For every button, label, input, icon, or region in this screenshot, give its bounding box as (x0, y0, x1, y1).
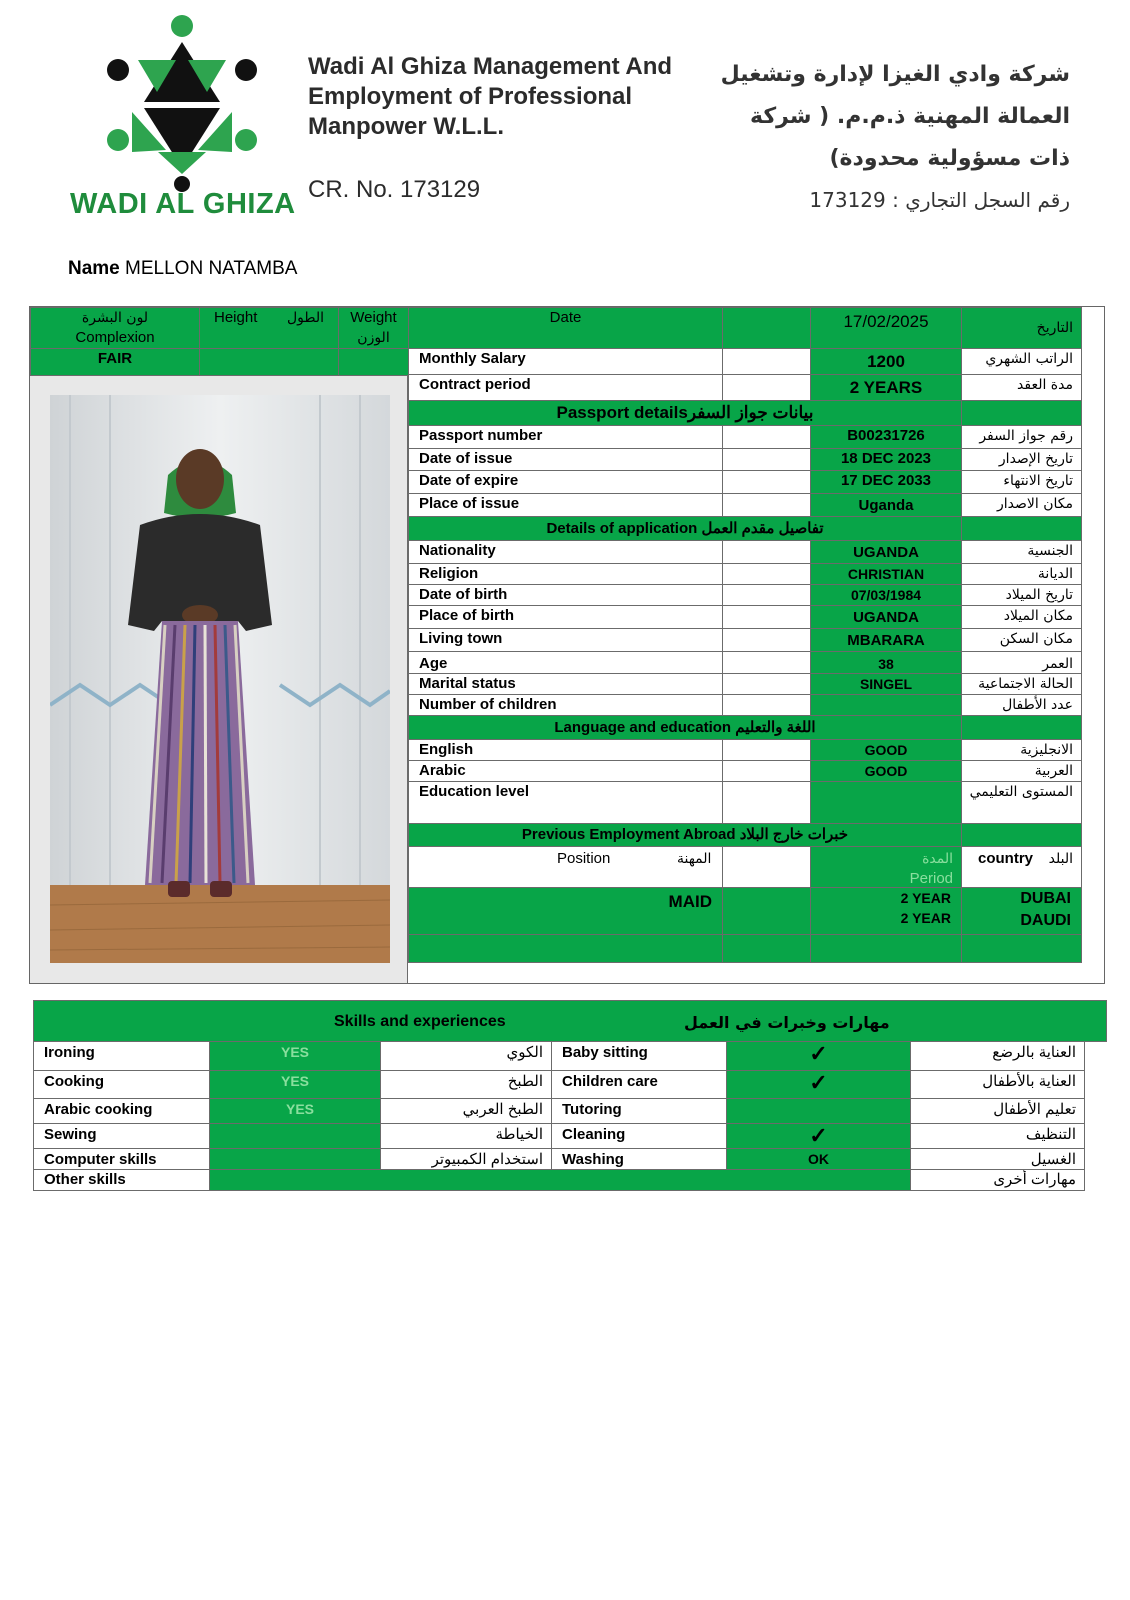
pob-label: Place of birth (408, 605, 723, 629)
expire-date-label-ar: تاريخ الانتهاء (961, 470, 1082, 494)
application-section-title: Details of application تفاصيل مقدم العمل (408, 516, 962, 541)
arabic-spacer (722, 760, 811, 782)
letterhead (50, 8, 1090, 248)
period-label-ar: المدة (922, 851, 953, 867)
children-label: Number of children (408, 694, 723, 716)
children-spacer (722, 694, 811, 716)
position-value-spacer (722, 887, 811, 935)
application-title-spacer (961, 516, 1082, 541)
expire-date-spacer (722, 470, 811, 494)
skill-label-left-ar: استخدام الكمبيوتر (380, 1148, 552, 1170)
children-value (810, 694, 962, 716)
dob-label-ar: تاريخ الميلاد (961, 584, 1082, 606)
skill-label-left-ar: الطبخ (380, 1070, 552, 1099)
age-spacer (722, 651, 811, 674)
living-town-value: MBARARA (810, 628, 962, 652)
other-skills-label-ar: مهارات أخرى (910, 1169, 1085, 1191)
company-name-ar: شركة وادي الغيزا لإدارة وتشغيل العمالة المهنية ذ.م.م. ( شركة ذات مسؤولية محدودة) (720, 62, 1070, 171)
passport-number-spacer (722, 425, 811, 449)
issue-date-label: Date of issue (408, 448, 723, 471)
complexion-value: FAIR (30, 348, 200, 376)
contract-label-ar: مدة العقد (961, 374, 1082, 401)
skill-value-right: ✓ (726, 1070, 911, 1099)
skill-label-right: Children care (551, 1070, 727, 1099)
issue-date-label-ar: تاريخ الإصدار (961, 448, 1082, 471)
nationality-spacer (722, 540, 811, 564)
skill-value-left: YES (209, 1098, 381, 1124)
skill-label-left: Ironing (33, 1041, 210, 1071)
skills-table (33, 1000, 1107, 1200)
arabic-label-ar: العربية (961, 760, 1082, 782)
marital-status-spacer (722, 673, 811, 695)
height-value (199, 348, 339, 376)
skill-value-right (726, 1098, 911, 1124)
english-spacer (722, 739, 811, 761)
religion-label: Religion (408, 563, 723, 585)
logo-wordmark: WADI AL GHIZA (70, 188, 296, 220)
skill-value-right: ✓ (726, 1041, 911, 1071)
skill-value-left (209, 1148, 381, 1170)
skill-label-right-ar: العناية بالأطفال (910, 1070, 1085, 1099)
other-skills-label: Other skills (33, 1169, 210, 1191)
nationality-value: UGANDA (810, 540, 962, 564)
skills-title-en: Skills and experiences (334, 1013, 506, 1030)
skill-label-left: Computer skills (33, 1148, 210, 1170)
weight-label-ar: الوزن (357, 330, 390, 346)
skill-label-left: Arabic cooking (33, 1098, 210, 1124)
position-value-cell (408, 887, 723, 935)
name-label: Name (68, 258, 120, 279)
applicant-name-line (68, 258, 297, 280)
date-spacer-cell (722, 307, 811, 349)
skill-label-right-ar: التنظيف (910, 1123, 1085, 1149)
date-label-cell: Date (408, 307, 723, 349)
contract-spacer (722, 374, 811, 401)
age-value: 38 (810, 651, 962, 674)
employment-empty-cell-3 (810, 934, 962, 963)
dob-label: Date of birth (408, 584, 723, 606)
dob-spacer (722, 584, 811, 606)
pob-label-ar: مكان الميلاد (961, 605, 1082, 629)
applicant-name: MELLON NATAMBA (125, 258, 298, 279)
position-label-ar: المهنة (677, 851, 712, 867)
expire-date-label: Date of expire (408, 470, 723, 494)
religion-label-ar: الديانة (961, 563, 1082, 585)
skill-value-left: YES (209, 1070, 381, 1099)
period-header (810, 846, 962, 888)
skill-label-right: Baby sitting (551, 1041, 727, 1071)
pob-value: UGANDA (810, 605, 962, 629)
place-of-issue-spacer (722, 493, 811, 517)
country-value-1: DUBAI (1020, 890, 1071, 907)
period-label-en: Period (909, 870, 953, 887)
english-label: English (408, 739, 723, 761)
date-value: 17/02/2025 (810, 307, 962, 349)
skill-value-right: OK (726, 1148, 911, 1170)
passport-number-label: Passport number (408, 425, 723, 449)
english-value: GOOD (810, 739, 962, 761)
country-values-cell (961, 887, 1082, 935)
dob-value: 07/03/1984 (810, 584, 962, 606)
age-label-ar: العمر (961, 651, 1082, 674)
period-header-spacer (722, 846, 811, 888)
cv-table (29, 306, 1105, 984)
other-skills-value (209, 1169, 911, 1191)
skill-label-right-ar: العناية بالرضع (910, 1041, 1085, 1071)
salary-value: 1200 (810, 348, 962, 375)
employment-title-spacer (961, 823, 1082, 847)
applicant-photo (50, 395, 390, 963)
skill-label-left: Cooking (33, 1070, 210, 1099)
skill-label-right: Cleaning (551, 1123, 727, 1149)
employment-empty-cell-2 (722, 934, 811, 963)
weight-value (338, 348, 409, 376)
skill-value-left (209, 1123, 381, 1149)
country-label-en: country (978, 850, 1034, 867)
age-label: Age (408, 651, 723, 674)
position-value: MAID (668, 892, 712, 911)
passport-number-value: B00231726 (810, 425, 962, 449)
country-label-ar: البلد (1048, 851, 1073, 867)
skill-label-right-ar: الغسيل (910, 1148, 1085, 1170)
company-name-en: Wadi Al Ghiza Management And Employment of Professional Manpower W.L.L. (308, 53, 673, 140)
period-value-2: 2 YEAR (900, 910, 951, 926)
marital-status-label: Marital status (408, 673, 723, 695)
period-value-1: 2 YEAR (900, 890, 951, 906)
language-title-spacer (961, 715, 1082, 740)
cr-number-en: CR. No. 173129 (308, 176, 481, 203)
religion-spacer (722, 563, 811, 585)
issue-date-spacer (722, 448, 811, 471)
salary-label-ar: الراتب الشهري (961, 348, 1082, 375)
position-label-en: Position (557, 850, 611, 867)
date-label-ar: التاريخ (961, 307, 1082, 349)
weight-label-en: Weight (350, 309, 397, 326)
complexion-header (30, 307, 200, 349)
passport-title-spacer (961, 400, 1082, 426)
place-of-issue-label-ar: مكان الاصدار (961, 493, 1082, 517)
logo-emblem-icon (66, 12, 316, 192)
complexion-label-en: Complexion (75, 329, 155, 346)
children-label-ar: عدد الأطفال (961, 694, 1082, 716)
living-town-label: Living town (408, 628, 723, 652)
language-section-title: Language and education اللغة والتعليم (408, 715, 962, 740)
marital-status-label-ar: الحالة الاجتماعية (961, 673, 1082, 695)
skill-value-left: YES (209, 1041, 381, 1071)
arabic-value: GOOD (810, 760, 962, 782)
employment-empty-cell-4 (961, 934, 1082, 963)
cr-number-ar: رقم السجل التجاري : 173129 (809, 188, 1070, 212)
place-of-issue-value: Uganda (810, 493, 962, 517)
salary-label: Monthly Salary (408, 348, 723, 375)
skill-label-left: Sewing (33, 1123, 210, 1149)
employment-section-title: Previous Employment Abroad خبرات خارج البلاد (408, 823, 962, 847)
english-label-ar: الانجليزية (961, 739, 1082, 761)
height-label-en: Height (214, 309, 258, 326)
pob-spacer (722, 605, 811, 629)
skills-title-ar: مهارات وخبرات في العمل (684, 1013, 890, 1032)
employment-empty-cell-1 (408, 934, 723, 963)
passport-section-title: Passport detailsبيانات جواز السفر (408, 400, 962, 426)
skill-label-right: Washing (551, 1148, 727, 1170)
contract-value: 2 YEARS (810, 374, 962, 401)
living-town-label-ar: مكان السكن (961, 628, 1082, 652)
skill-value-right: ✓ (726, 1123, 911, 1149)
passport-number-label-ar: رقم جواز السفر (961, 425, 1082, 449)
skill-label-right-ar: تعليم الأطفال (910, 1098, 1085, 1124)
arabic-label: Arabic (408, 760, 723, 782)
height-header (199, 307, 339, 349)
nationality-label-ar: الجنسية (961, 540, 1082, 564)
period-values-cell (810, 887, 962, 935)
religion-value: CHRISTIAN (810, 563, 962, 585)
skills-header (33, 1000, 1107, 1042)
country-value-2: DAUDI (1020, 912, 1071, 929)
weight-header (338, 307, 409, 349)
education-label: Education level (408, 781, 723, 824)
country-header (961, 846, 1082, 888)
expire-date-value: 17 DEC 2033 (810, 470, 962, 494)
contract-label: Contract period (408, 374, 723, 401)
height-label-ar: الطول (286, 310, 324, 326)
place-of-issue-label: Place of issue (408, 493, 723, 517)
education-value (810, 781, 962, 824)
skill-label-left-ar: الخياطة (380, 1123, 552, 1149)
skill-label-left-ar: الطبخ العربي (380, 1098, 552, 1124)
issue-date-value: 18 DEC 2023 (810, 448, 962, 471)
position-header (408, 846, 723, 888)
nationality-label: Nationality (408, 540, 723, 564)
marital-status-value: SINGEL (810, 673, 962, 695)
education-spacer (722, 781, 811, 824)
education-label-ar: المستوى التعليمي (961, 781, 1082, 824)
complexion-label-ar: لون البشرة (81, 310, 149, 326)
salary-spacer (722, 348, 811, 375)
living-town-spacer (722, 628, 811, 652)
skill-label-left-ar: الكوي (380, 1041, 552, 1071)
skill-label-right: Tutoring (551, 1098, 727, 1124)
